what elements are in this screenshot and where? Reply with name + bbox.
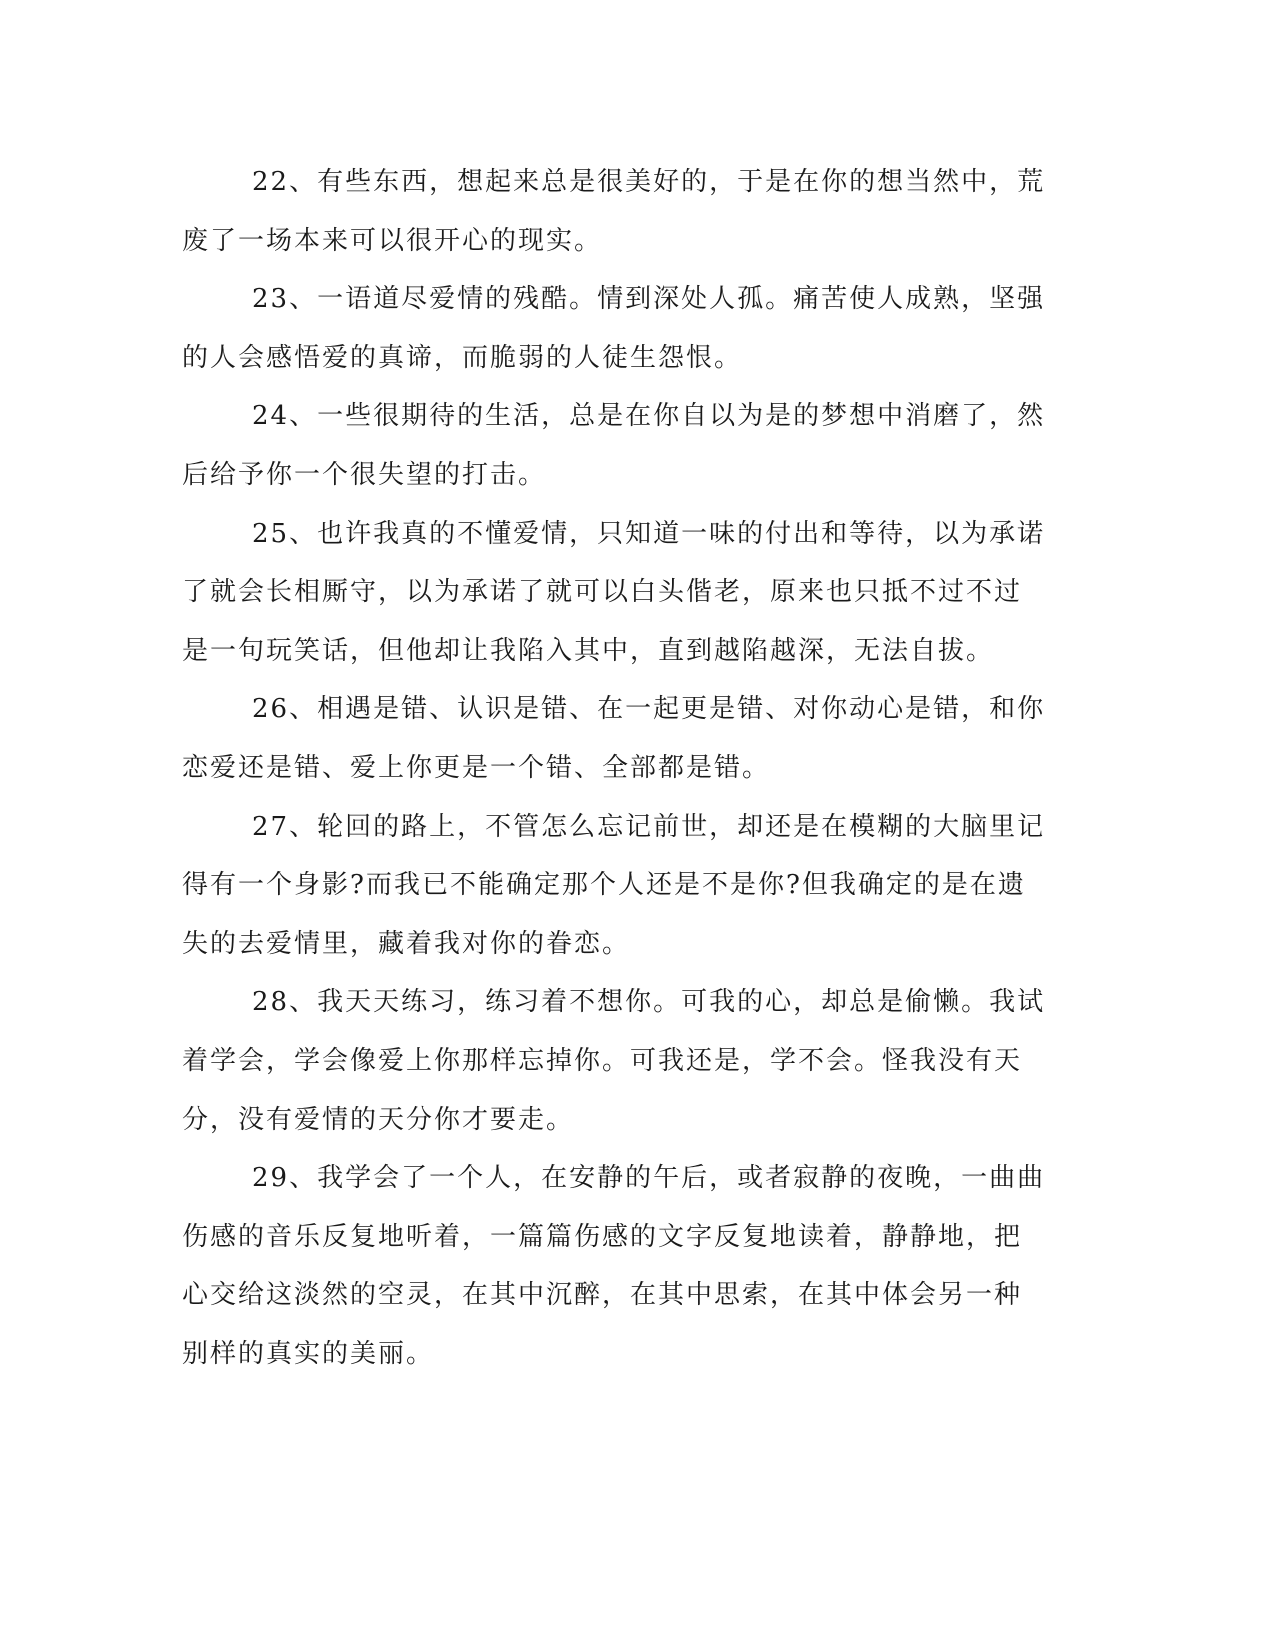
text-line: 了就会长相厮守，以为承诺了就可以白头偕老，原来也只抵不过不过: [182, 577, 1023, 608]
text-line: 27、轮回的路上，不管怎么忘记前世，却还是在模糊的大脑里记: [252, 811, 1046, 842]
text-line: 25、也许我真的不懂爱情，只知道一味的付出和等待，以为承诺: [252, 518, 1046, 549]
text-line: 伤感的音乐反复地听着，一篇篇伤感的文字反复地读着，静静地，把: [182, 1221, 1023, 1252]
paragraph-28: [182, 973, 1046, 1149]
text-line: 22、有些东西，想起来总是很美好的，于是在你的想当然中，荒: [252, 167, 1046, 197]
text-line: 29、我学会了一个人，在安静的午后，或者寂静的夜晚，一曲曲: [252, 1163, 1046, 1194]
paragraph-29: [182, 1149, 1046, 1383]
paragraph-24: [182, 387, 1046, 504]
text-line: 23、一语道尽爱情的残酷。情到深处人孤。痛苦使人成熟，坚强: [252, 284, 1046, 315]
text-line: 着学会，学会像爱上你那样忘掉你。可我还是，学不会。怪我没有天: [182, 1045, 1023, 1076]
text-line: 恋爱还是错、爱上你更是一个错、全部都是错。: [182, 752, 771, 783]
text-line: 废了一场本来可以很开心的现实。: [182, 225, 603, 256]
text-line: 的人会感悟爱的真谛，而脆弱的人徒生怨恨。: [182, 342, 743, 373]
paragraph-27: [182, 798, 1046, 974]
text-line: 失的去爱情里，藏着我对你的眷恋。: [182, 928, 631, 959]
text-line: 是一句玩笑话，但他却让我陷入其中，直到越陷越深，无法自拔。: [182, 635, 995, 666]
paragraph-26: [182, 680, 1046, 797]
paragraph-22: [182, 153, 1046, 270]
text-line: 别样的真实的美丽。: [182, 1338, 435, 1369]
text-line: 26、相遇是错、认识是错、在一起更是错、对你动心是错，和你: [252, 694, 1046, 725]
text-line: 心交给这淡然的空灵，在其中沉醉，在其中思索，在其中体会另一种: [182, 1280, 1023, 1311]
document-body: [182, 153, 1046, 1383]
paragraph-25: [182, 505, 1046, 681]
text-line: 后给予你一个很失望的打击。: [182, 459, 547, 490]
text-line: 24、一些很期待的生活，总是在你自以为是的梦想中消磨了，然: [252, 401, 1046, 432]
text-line: 分，没有爱情的天分你才要走。: [182, 1104, 575, 1135]
paragraph-23: [182, 270, 1046, 387]
text-line: 28、我天天练习，练习着不想你。可我的心，却总是偷懒。我试: [252, 987, 1046, 1018]
text-line: 得有一个身影?而我已不能确定那个人还是不是你?但我确定的是在遗: [182, 870, 1026, 901]
